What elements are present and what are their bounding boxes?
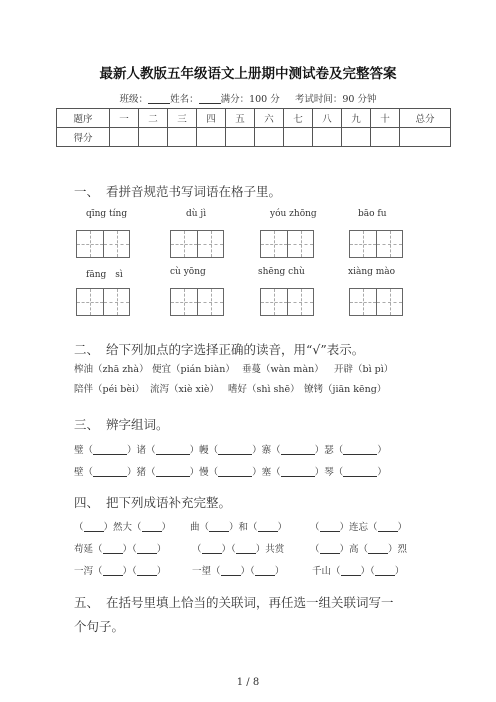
table-cell: 一 [110, 109, 139, 128]
reading-item[interactable]: 流泻（xiè xiè） [150, 384, 220, 395]
table-cell: 八 [313, 109, 342, 128]
section-5-heading: 五、 在括号里填上恰当的关联词，再任选一组关联词写一 [74, 595, 394, 610]
answer-blank[interactable] [142, 521, 162, 532]
answer-blank[interactable] [281, 466, 315, 477]
writing-grid[interactable] [349, 288, 403, 316]
writing-grid[interactable] [76, 288, 130, 316]
score-cell[interactable] [313, 128, 342, 147]
class-label: 班级： [119, 94, 149, 105]
pinyin-label: qīng tíng [86, 209, 128, 219]
pinyin-label: shēng chù [258, 267, 305, 277]
score-cell[interactable] [342, 128, 371, 147]
answer-blank[interactable] [137, 543, 157, 554]
answer-blank[interactable] [320, 543, 340, 554]
name-label: 姓名： [170, 94, 199, 105]
reading-item[interactable]: 垂蔓（wàn màn） [242, 364, 324, 375]
table-cell: 五 [226, 109, 255, 128]
idiom-item: 苟延（ ）（ ） [74, 544, 167, 555]
writing-grid[interactable] [349, 230, 403, 258]
compare-chars-line: 璧（ ）诸（ ）幔（ ）寨（ ）瑟（ ） [74, 445, 387, 456]
answer-blank[interactable] [218, 466, 252, 477]
answer-blank[interactable] [258, 521, 278, 532]
answer-blank[interactable] [137, 565, 157, 576]
score-cell[interactable] [284, 128, 313, 147]
idiom-item: （ ）连忘（ ） [310, 522, 408, 533]
answer-blank[interactable] [84, 521, 104, 532]
score-cell[interactable] [168, 128, 197, 147]
answer-blank[interactable] [93, 466, 127, 477]
writing-grid[interactable] [170, 230, 224, 258]
reading-item[interactable]: 开辟（bì pì） [334, 364, 394, 375]
section-3-heading: 三、 辨字组词。 [74, 417, 169, 432]
pinyin-label: dù jì [186, 209, 207, 219]
compare-chars-line: 壁（ ）猪（ ）慢（ ）塞（ ）琴（ ） [74, 467, 387, 478]
reading-item[interactable]: 便宜（pián biàn） [152, 364, 235, 375]
idiom-item: 千山（ ）（ ） [312, 566, 405, 577]
table-cell: 三 [168, 109, 197, 128]
writing-grid[interactable] [260, 230, 314, 258]
writing-grid[interactable] [76, 230, 130, 258]
pinyin-label: cù yōng [170, 267, 206, 277]
reading-item[interactable]: 榨油（zhā zhà） [74, 364, 149, 375]
answer-blank[interactable] [236, 543, 256, 554]
answer-blank[interactable] [202, 543, 222, 554]
pinyin-label: yóu zhōng [270, 209, 317, 219]
answer-blank[interactable] [341, 565, 361, 576]
answer-blank[interactable] [375, 565, 395, 576]
page-title: 最新人教版五年级语文上册期中测试卷及完整答案 [99, 66, 397, 82]
score-table-row [57, 128, 451, 147]
class-blank[interactable] [148, 93, 170, 104]
score-cell[interactable] [110, 128, 139, 147]
answer-blank[interactable] [255, 565, 275, 576]
answer-blank[interactable] [221, 565, 241, 576]
table-cell: 四 [197, 109, 226, 128]
score-cell[interactable] [255, 128, 284, 147]
idiom-item: 一望（ ）（ ） [192, 566, 285, 577]
answer-blank[interactable] [320, 521, 340, 532]
idiom-item: （ ）高（ ）烈 [310, 544, 408, 555]
answer-blank[interactable] [209, 521, 229, 532]
exam-time: 考试时间：90 分钟 [294, 94, 377, 105]
table-cell: 九 [342, 109, 371, 128]
page-indicator: 1 / 8 [236, 677, 260, 688]
section-2-heading: 二、 给下列加点的字选择正确的读音，用“√”表示。 [74, 342, 365, 357]
table-cell: 二 [139, 109, 168, 128]
score-cell[interactable] [226, 128, 255, 147]
score-cell[interactable] [139, 128, 168, 147]
pinyin-label: bāo fu [358, 209, 387, 219]
idiom-item: （ ）然大（ ） [74, 522, 172, 533]
full-score: 满分：100 分 [220, 94, 280, 105]
idiom-item: 一泻（ ）（ ） [74, 566, 167, 577]
table-cell: 总分 [400, 109, 451, 128]
table-cell: 题序 [57, 109, 110, 128]
pinyin-label: fāng sì [86, 270, 123, 280]
score-cell[interactable] [400, 128, 451, 147]
section-4-heading: 四、 把下列成语补充完整。 [74, 495, 232, 510]
answer-blank[interactable] [281, 444, 315, 455]
answer-blank[interactable] [156, 444, 190, 455]
idiom-item: （ ）（ ）共赏 [192, 544, 285, 555]
score-table [56, 108, 451, 147]
answer-blank[interactable] [378, 521, 398, 532]
table-cell: 六 [255, 109, 284, 128]
table-cell: 得分 [57, 128, 110, 147]
reading-item[interactable]: 嗜好（shì shē） [228, 384, 300, 395]
score-cell[interactable] [197, 128, 226, 147]
pinyin-label: xiàng mào [348, 267, 396, 277]
section-1-heading: 一、 看拼音规范书写词语在格子里。 [74, 184, 282, 199]
name-blank[interactable] [199, 93, 221, 104]
answer-blank[interactable] [343, 444, 377, 455]
answer-blank[interactable] [156, 466, 190, 477]
writing-grid[interactable] [260, 288, 314, 316]
section-5-heading-cont: 个句子。 [74, 619, 125, 634]
idiom-item: 曲（ ）和（ ） [190, 522, 288, 533]
answer-blank[interactable] [93, 444, 127, 455]
writing-grid[interactable] [170, 288, 224, 316]
score-table-header [57, 109, 451, 128]
answer-blank[interactable] [368, 543, 388, 554]
answer-blank[interactable] [343, 466, 377, 477]
table-cell: 十 [371, 109, 400, 128]
answer-blank[interactable] [218, 444, 252, 455]
answer-blank[interactable] [103, 543, 123, 554]
exam-info-line [0, 91, 496, 105]
reading-item[interactable]: 镣铐（jiān kēng） [304, 384, 387, 395]
table-cell: 七 [284, 109, 313, 128]
score-cell[interactable] [371, 128, 400, 147]
answer-blank[interactable] [103, 565, 123, 576]
reading-item[interactable]: 陪伴（péi bèi） [74, 384, 145, 395]
